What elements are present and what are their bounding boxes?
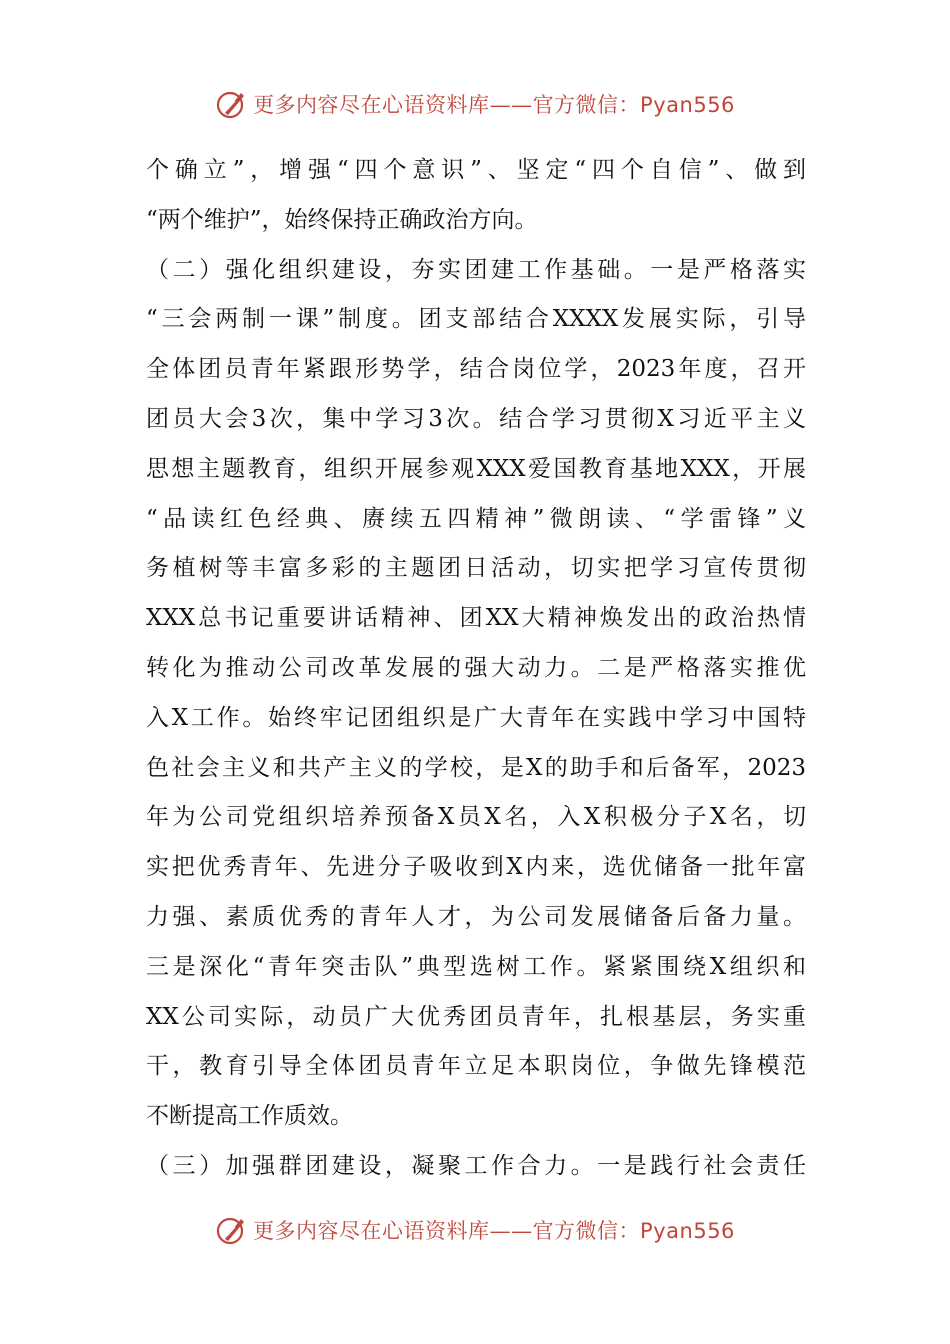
text-line: 年为公司党组织培养预备X员X名，入X积极分子X名，切 xyxy=(146,804,806,831)
text-line: （二）强化组织建设，夯实团建工作基础。一是严格落实 xyxy=(146,256,806,283)
text-line: 个确立”，增强“四个意识”、坚定“四个自信”、做到 xyxy=(146,157,806,183)
banner-text: 更多内容尽在心语资料库——官方微信：Pyan556 xyxy=(253,93,735,117)
feather-pen-circle-icon xyxy=(215,87,249,121)
text-line: XX公司实际，动员广大优秀团员青年，扎根基层，务实重 xyxy=(146,1003,806,1030)
text-line: （三）加强群团建设，凝聚工作合力。一是践行社会责任 xyxy=(146,1152,806,1179)
text-line: “三会两制一课”制度。团支部结合XXXX发展实际，引导 xyxy=(146,306,806,333)
header-watermark-banner xyxy=(0,84,950,124)
text-line: 三是深化“青年突击队”典型选树工作。紧紧围绕X组织和 xyxy=(146,953,806,980)
text-line: 实把优秀青年、先进分子吸收到X内来，选优储备一批年富 xyxy=(146,854,806,881)
banner-text: 更多内容尽在心语资料库——官方微信：Pyan556 xyxy=(253,1219,735,1243)
text-line: 全体团员青年紧跟形势学，结合岗位学，2023年度，召开 xyxy=(146,356,806,383)
footer-watermark-banner xyxy=(0,1210,950,1250)
feather-pen-circle-icon xyxy=(215,1213,249,1247)
text-line: 思想主题教育，组织开展参观XXX爱国教育基地XXX，开展 xyxy=(146,455,806,482)
text-line: “品读红色经典、赓续五四精神”微朗读、“学雷锋”义 xyxy=(146,505,806,532)
text-line: 干，教育引导全体团员青年立足本职岗位，争做先锋模范 xyxy=(146,1053,806,1080)
text-line: 转化为推动公司改革发展的强大动力。二是严格落实推优 xyxy=(146,654,806,681)
text-line: 力强、素质优秀的青年人才，为公司发展储备后备力量。 xyxy=(146,903,806,930)
text-line: 务植树等丰富多彩的主题团日活动，切实把学习宣传贯彻 xyxy=(146,555,806,582)
text-line: 团员大会3次，集中学习3次。结合学习贯彻X习近平主义 xyxy=(146,405,806,432)
text-line: 入X工作。始终牢记团组织是广大青年在实践中学习中国特 xyxy=(146,704,806,731)
text-line: XXX总书记重要讲话精神、团XX大精神焕发出的政治热情 xyxy=(146,605,806,632)
text-line: “两个维护”，始终保持正确政治方向。 xyxy=(146,206,538,233)
text-line: 不断提高工作质效。 xyxy=(146,1103,353,1130)
text-line: 色社会主义和共产主义的学校，是X的助手和后备军，2023 xyxy=(146,754,806,781)
document-body xyxy=(146,146,806,1192)
